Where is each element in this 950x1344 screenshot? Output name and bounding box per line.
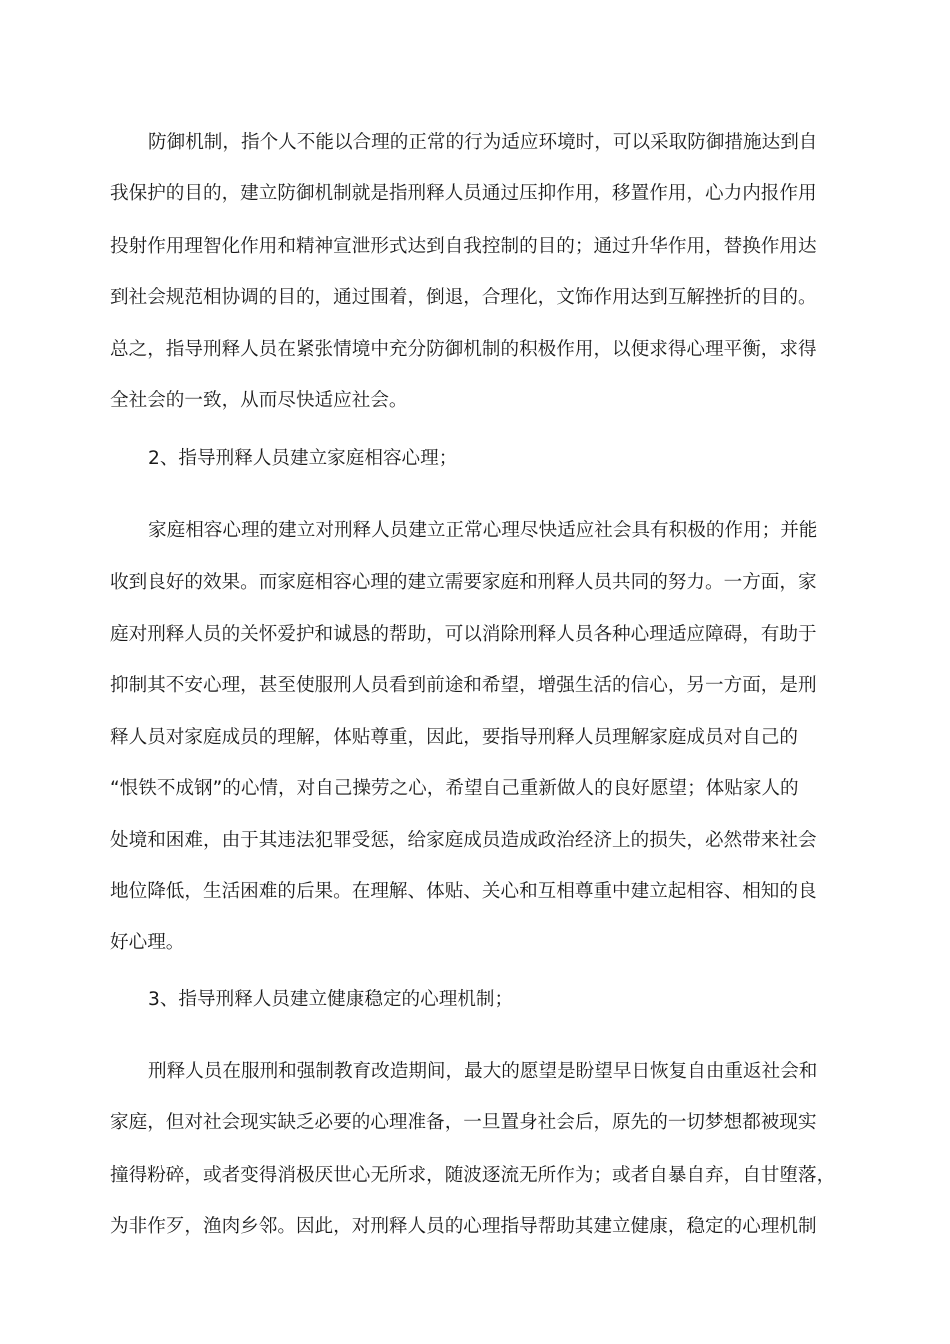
paragraph-line: 投射作用理智化作用和精神宣泄形式达到自我控制的目的；通过升华作用，替换作用达: [110, 236, 817, 257]
paragraph-line: 家庭相容心理的建立对刑释人员建立正常心理尽快适应社会具有积极的作用；并能: [148, 520, 818, 541]
paragraph-line: 撞得粉碎，或者变得消极厌世心无所求，随波逐流无所作为；或者自暴自弃，自甘堕落，: [110, 1165, 836, 1186]
section-heading: 3、指导刑释人员建立健康稳定的心理机制；: [148, 989, 514, 1010]
paragraph-line: 庭对刑释人员的关怀爱护和诚恳的帮助，可以消除刑释人员各种心理适应障碍，有助于: [110, 624, 817, 645]
paragraph-line: 处境和困难，由于其违法犯罪受惩，给家庭成员造成政治经济上的损失，必然带来社会: [110, 830, 817, 851]
paragraph-line: 家庭，但对社会现实缺乏必要的心理准备，一旦置身社会后，原先的一切梦想都被现实: [110, 1112, 817, 1133]
paragraph-line: “恨铁不成钢”的心情，对自己操劳之心，希望自己重新做人的良好愿望；体贴家人的: [110, 778, 799, 799]
paragraph-line: 防御机制，指个人不能以合理的正常的行为适应环境时，可以采取防御措施达到自: [148, 132, 818, 153]
paragraph-line: 刑释人员在服刑和强制教育改造期间，最大的愿望是盼望早日恢复自由重返社会和: [148, 1061, 818, 1082]
paragraph-line: 好心理。: [110, 932, 185, 953]
paragraph-line: 为非作歹，渔肉乡邻。因此，对刑释人员的心理指导帮助其建立健康，稳定的心理机制: [110, 1216, 817, 1237]
paragraph-line: 总之，指导刑释人员在紧张情境中充分防御机制的积极作用，以便求得心理平衡，求得: [110, 339, 817, 360]
paragraph-line: 收到良好的效果。而家庭相容心理的建立需要家庭和刑释人员共同的努力。一方面，家: [110, 572, 817, 593]
paragraph-line: 抑制其不安心理，甚至使服刑人员看到前途和希望，增强生活的信心，另一方面，是刑: [110, 675, 817, 696]
paragraph-line: 释人员对家庭成员的理解，体贴尊重，因此，要指导刑释人员理解家庭成员对自己的: [110, 727, 798, 748]
section-heading: 2、指导刑释人员建立家庭相容心理；: [148, 448, 458, 469]
paragraph-line: 地位降低，生活困难的后果。在理解、体贴、关心和互相尊重中建立起相容、相知的良: [110, 881, 817, 902]
paragraph-line: 到社会规范相协调的目的，通过围着，倒退，合理化，文饰作用达到互解挫折的目的。: [110, 287, 817, 308]
paragraph-line: 全社会的一致，从而尽快适应社会。: [110, 390, 408, 411]
paragraph-line: 我保护的目的，建立防御机制就是指刑释人员通过压抑作用，移置作用，心力内报作用: [110, 183, 817, 204]
